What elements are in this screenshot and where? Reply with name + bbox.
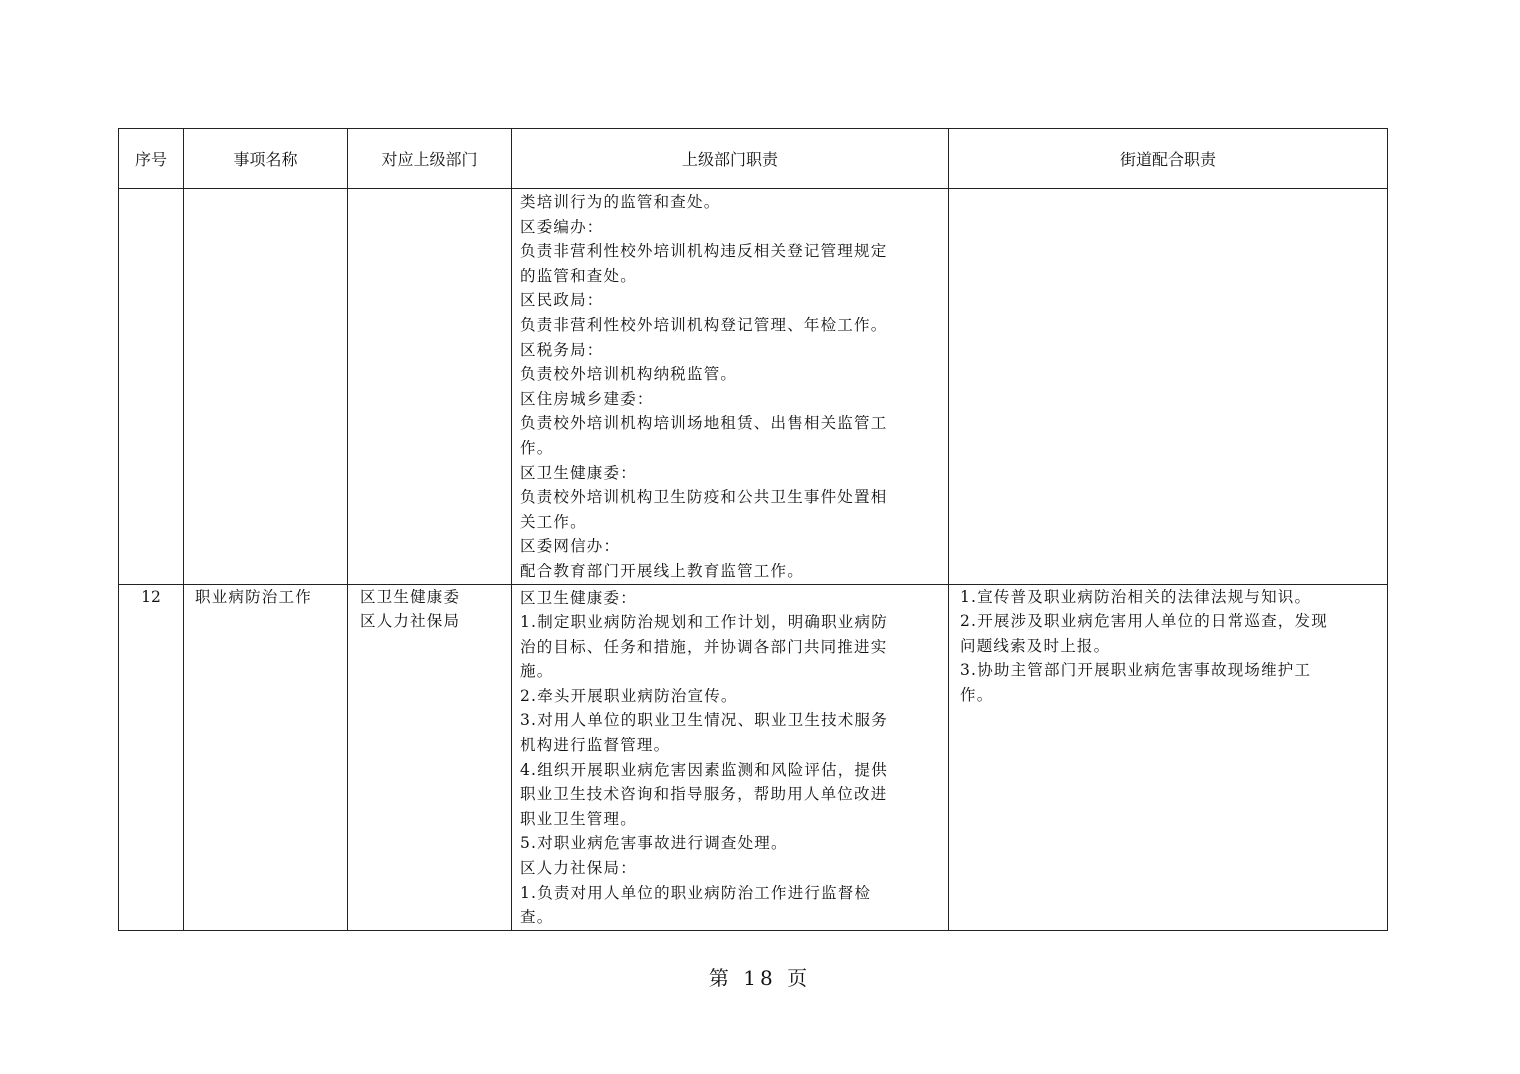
duty-line: 负责校外培训机构纳税监管。 [520, 365, 738, 384]
duty-line: 3.对用人单位的职业卫生情况、职业卫生技术服务 [520, 711, 888, 730]
duty-line: 区人力社保局： [520, 859, 637, 878]
cell-department [348, 189, 512, 585]
duty-line: 1.制定职业病防治规划和工作计划，明确职业病防 [520, 613, 888, 632]
duty-line: 职业卫生管理。 [520, 809, 637, 828]
table-row [119, 189, 1388, 585]
duty-line: 负责非营利性校外培训机构违反相关登记管理规定 [520, 242, 888, 261]
duty-line: 类培训行为的监管和查处。 [520, 193, 721, 211]
duty-line: 的监管和查处。 [520, 266, 637, 285]
cell-street-duties [949, 584, 1388, 930]
duty-line: 负责非营利性校外培训机构登记管理、年检工作。 [520, 315, 888, 334]
duty-line: 负责校外培训机构卫生防疫和公共卫生事件处置相 [520, 488, 888, 507]
department-line: 区人力社保局 [360, 612, 461, 631]
duty-line: 关工作。 [520, 512, 587, 531]
duty-line: 治的目标、任务和措施，并协调各部门共同推进实 [520, 637, 888, 656]
street-duty-line: 问题线索及时上报。 [960, 636, 1111, 655]
item-name: 职业病防治工作 [195, 587, 312, 606]
duty-line: 5.对职业病危害事故进行调查处理。 [520, 834, 788, 853]
duty-line: 2.牵头开展职业病防治宣传。 [520, 686, 738, 705]
duty-line: 区民政局： [520, 291, 604, 310]
responsibility-table [118, 128, 1388, 931]
cell-department [348, 584, 512, 930]
department-line: 区卫生健康委 [360, 587, 461, 606]
duty-line: 作。 [520, 438, 554, 457]
duty-line: 4.组织开展职业病危害因素监测和风险评估，提供 [520, 760, 888, 779]
duty-line: 区委网信办： [520, 537, 621, 556]
page-number: 第 18 页 [708, 966, 812, 990]
street-duty-line: 作。 [960, 685, 994, 704]
header-index: 序号 [119, 129, 184, 189]
duty-line: 机构进行监督管理。 [520, 736, 671, 755]
duty-line: 区卫生健康委： [520, 588, 637, 607]
cell-department-duties [512, 189, 949, 585]
header-street-duties: 街道配合职责 [949, 129, 1388, 189]
street-duty-line: 3.协助主管部门开展职业病危害事故现场维护工 [960, 661, 1312, 680]
cell-street-duties [949, 189, 1388, 585]
duty-line: 区住房城乡建委： [520, 389, 654, 408]
duty-line: 职业卫生技术咨询和指导服务，帮助用人单位改进 [520, 785, 888, 804]
header-item-name: 事项名称 [184, 129, 348, 189]
duty-line: 区税务局： [520, 340, 604, 359]
cell-department-duties [512, 584, 949, 930]
duty-line: 施。 [520, 662, 554, 681]
street-duty-line: 1.宣传普及职业病防治相关的法律法规与知识。 [960, 587, 1312, 606]
cell-index: 12 [119, 584, 184, 930]
header-department: 对应上级部门 [348, 129, 512, 189]
duty-line: 查。 [520, 908, 554, 927]
duty-line: 区委编办： [520, 217, 604, 236]
cell-item-name [184, 189, 348, 585]
header-department-duties: 上级部门职责 [512, 129, 949, 189]
table-row [119, 584, 1388, 930]
duty-line: 区卫生健康委： [520, 463, 637, 482]
duty-line: 负责校外培训机构培训场地租赁、出售相关监管工 [520, 414, 888, 433]
duty-line: 配合教育部门开展线上教育监管工作。 [520, 561, 804, 580]
cell-index [119, 189, 184, 585]
cell-item-name [184, 584, 348, 930]
duty-line: 1.负责对用人单位的职业病防治工作进行监督检 [520, 883, 872, 902]
street-duty-line: 2.开展涉及职业病危害用人单位的日常巡查，发现 [960, 612, 1328, 631]
table-header-row [119, 129, 1388, 189]
